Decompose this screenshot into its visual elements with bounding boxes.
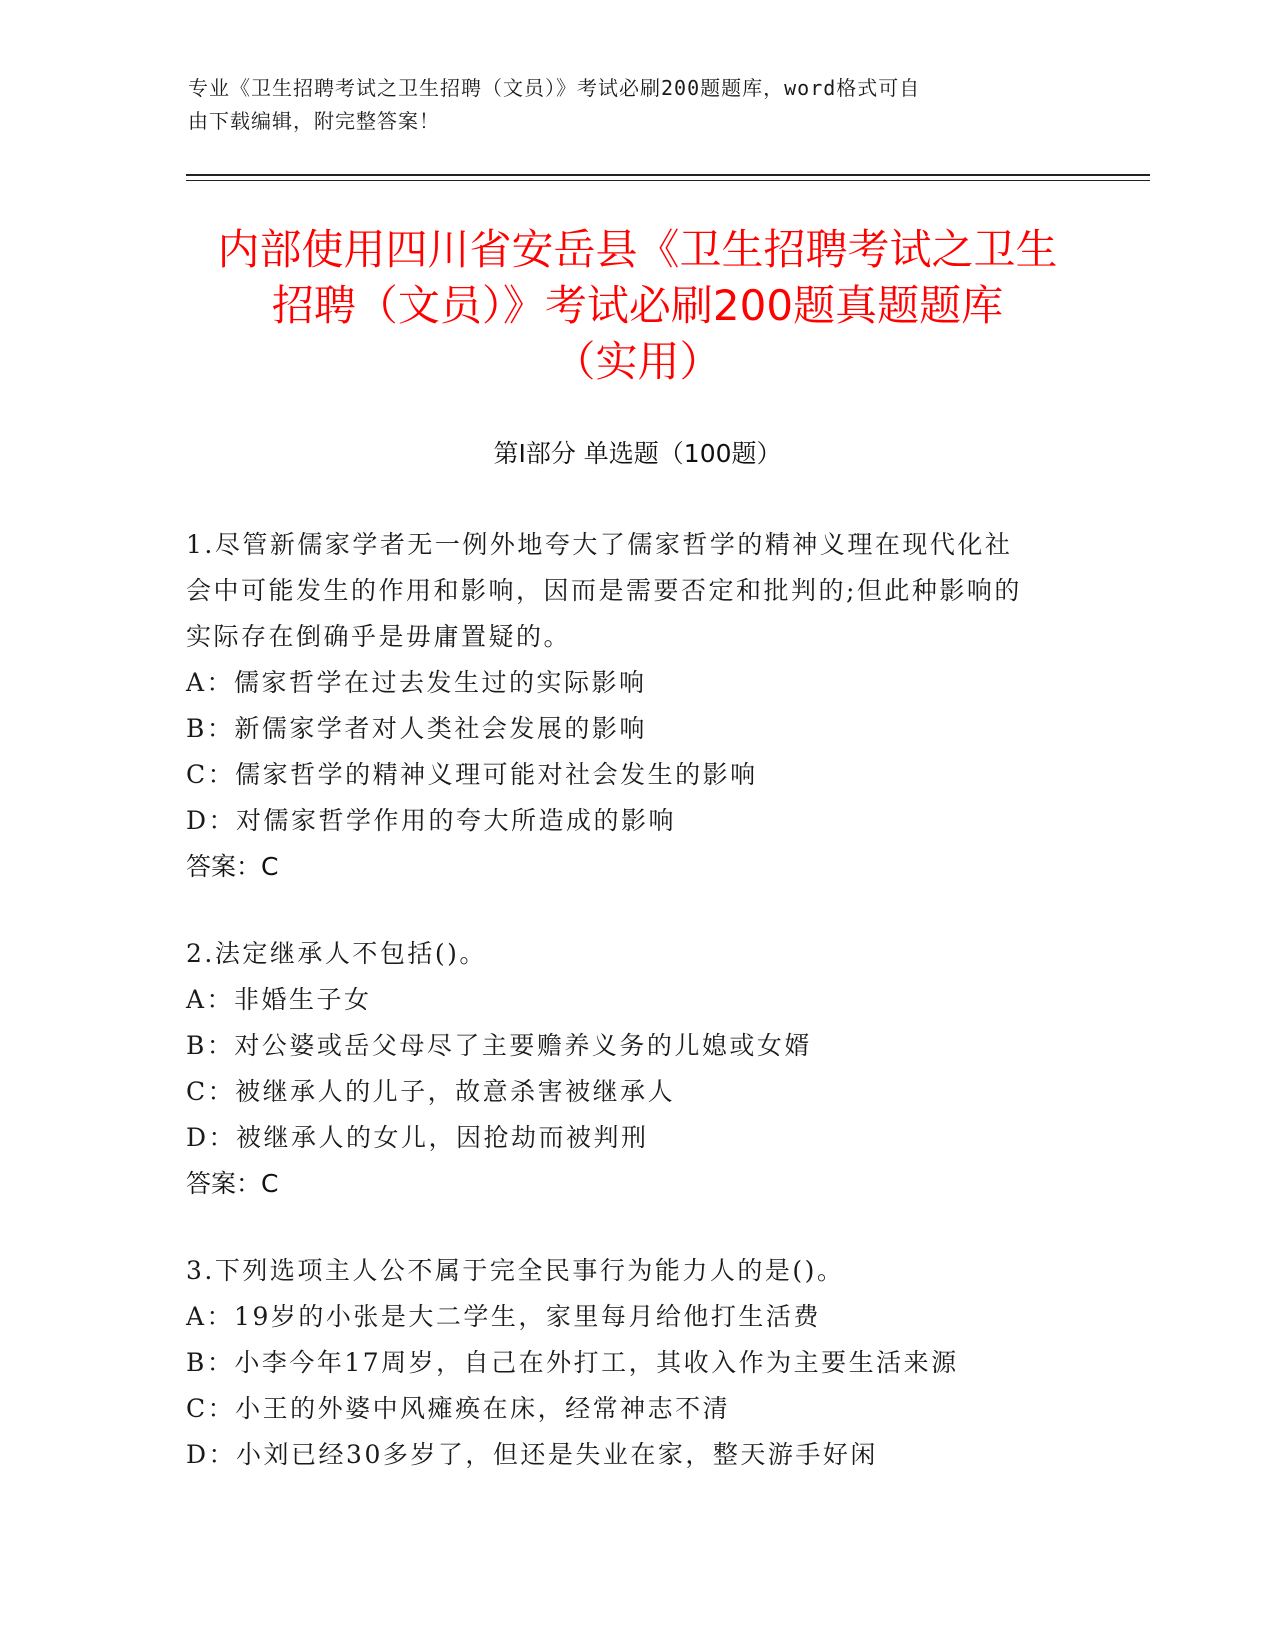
option-a: A：儒家哲学在过去发生过的实际影响 (186, 668, 647, 697)
option-b: B：对公婆或岳父母尽了主要赡养义务的儿媳或女婿 (186, 1031, 812, 1060)
document-title-line-1: 内部使用四川省安岳县《卫生招聘考试之卫生 (217, 225, 1058, 274)
question-stem-line: 2.法定继承人不包括()。 (186, 939, 487, 968)
answer: 答案：C (186, 852, 279, 881)
question-stem-line: 会中可能发生的作用和影响，因而是需要否定和批判的;但此种影响的 (186, 576, 1022, 605)
question-list (186, 522, 1086, 1519)
question-2 (186, 931, 1086, 1207)
option-c: C：儒家哲学的精神义理可能对社会发生的影响 (186, 760, 758, 789)
document-title-line-2: 招聘（文员）》考试必刷200题真题题库 (271, 281, 1004, 330)
option-d: D：对儒家哲学作用的夸大所造成的影响 (186, 806, 677, 835)
question-3 (186, 1248, 1086, 1478)
option-c: C：被继承人的儿子，故意杀害被继承人 (186, 1077, 676, 1106)
document-title-line-3: （实用） (553, 337, 722, 386)
option-d: D：被继承人的女儿，因抢劫而被判刑 (186, 1123, 649, 1152)
option-c: C：小王的外婆中风瘫痪在床，经常神志不清 (186, 1394, 731, 1423)
header-note (188, 72, 1068, 138)
header-note-line-2: 由下载编辑，附完整答案！ (188, 109, 440, 133)
option-a: A：非婚生子女 (186, 985, 372, 1014)
question-1 (186, 522, 1086, 890)
header-divider-thick (186, 174, 1150, 176)
option-b: B：小李今年17周岁，自己在外打工，其收入作为主要生活来源 (186, 1348, 959, 1377)
question-stem-line: 实际存在倒确乎是毋庸置疑的。 (186, 622, 572, 651)
document-title (150, 222, 1125, 390)
question-stem-line: 1.尽管新儒家学者无一例外地夸大了儒家哲学的精神义理在现代化社 (186, 530, 1013, 559)
question-stem-line: 3.下列选项主人公不属于完全民事行为能力人的是()。 (186, 1256, 845, 1285)
option-d: D：小刘已经30多岁了，但还是失业在家，整天游手好闲 (186, 1440, 878, 1469)
option-a: A：19岁的小张是大二学生，家里每月给他打生活费 (186, 1302, 821, 1331)
option-b: B：新儒家学者对人类社会发展的影响 (186, 714, 647, 743)
section-title: 第Ⅰ部分 单选题（100题） (493, 439, 782, 468)
answer: 答案：C (186, 1169, 279, 1198)
header-divider-thin (186, 180, 1150, 181)
header-note-line-1: 专业《卫生招聘考试之卫生招聘（文员）》考试必刷200题题库，word格式可自 (188, 76, 921, 100)
